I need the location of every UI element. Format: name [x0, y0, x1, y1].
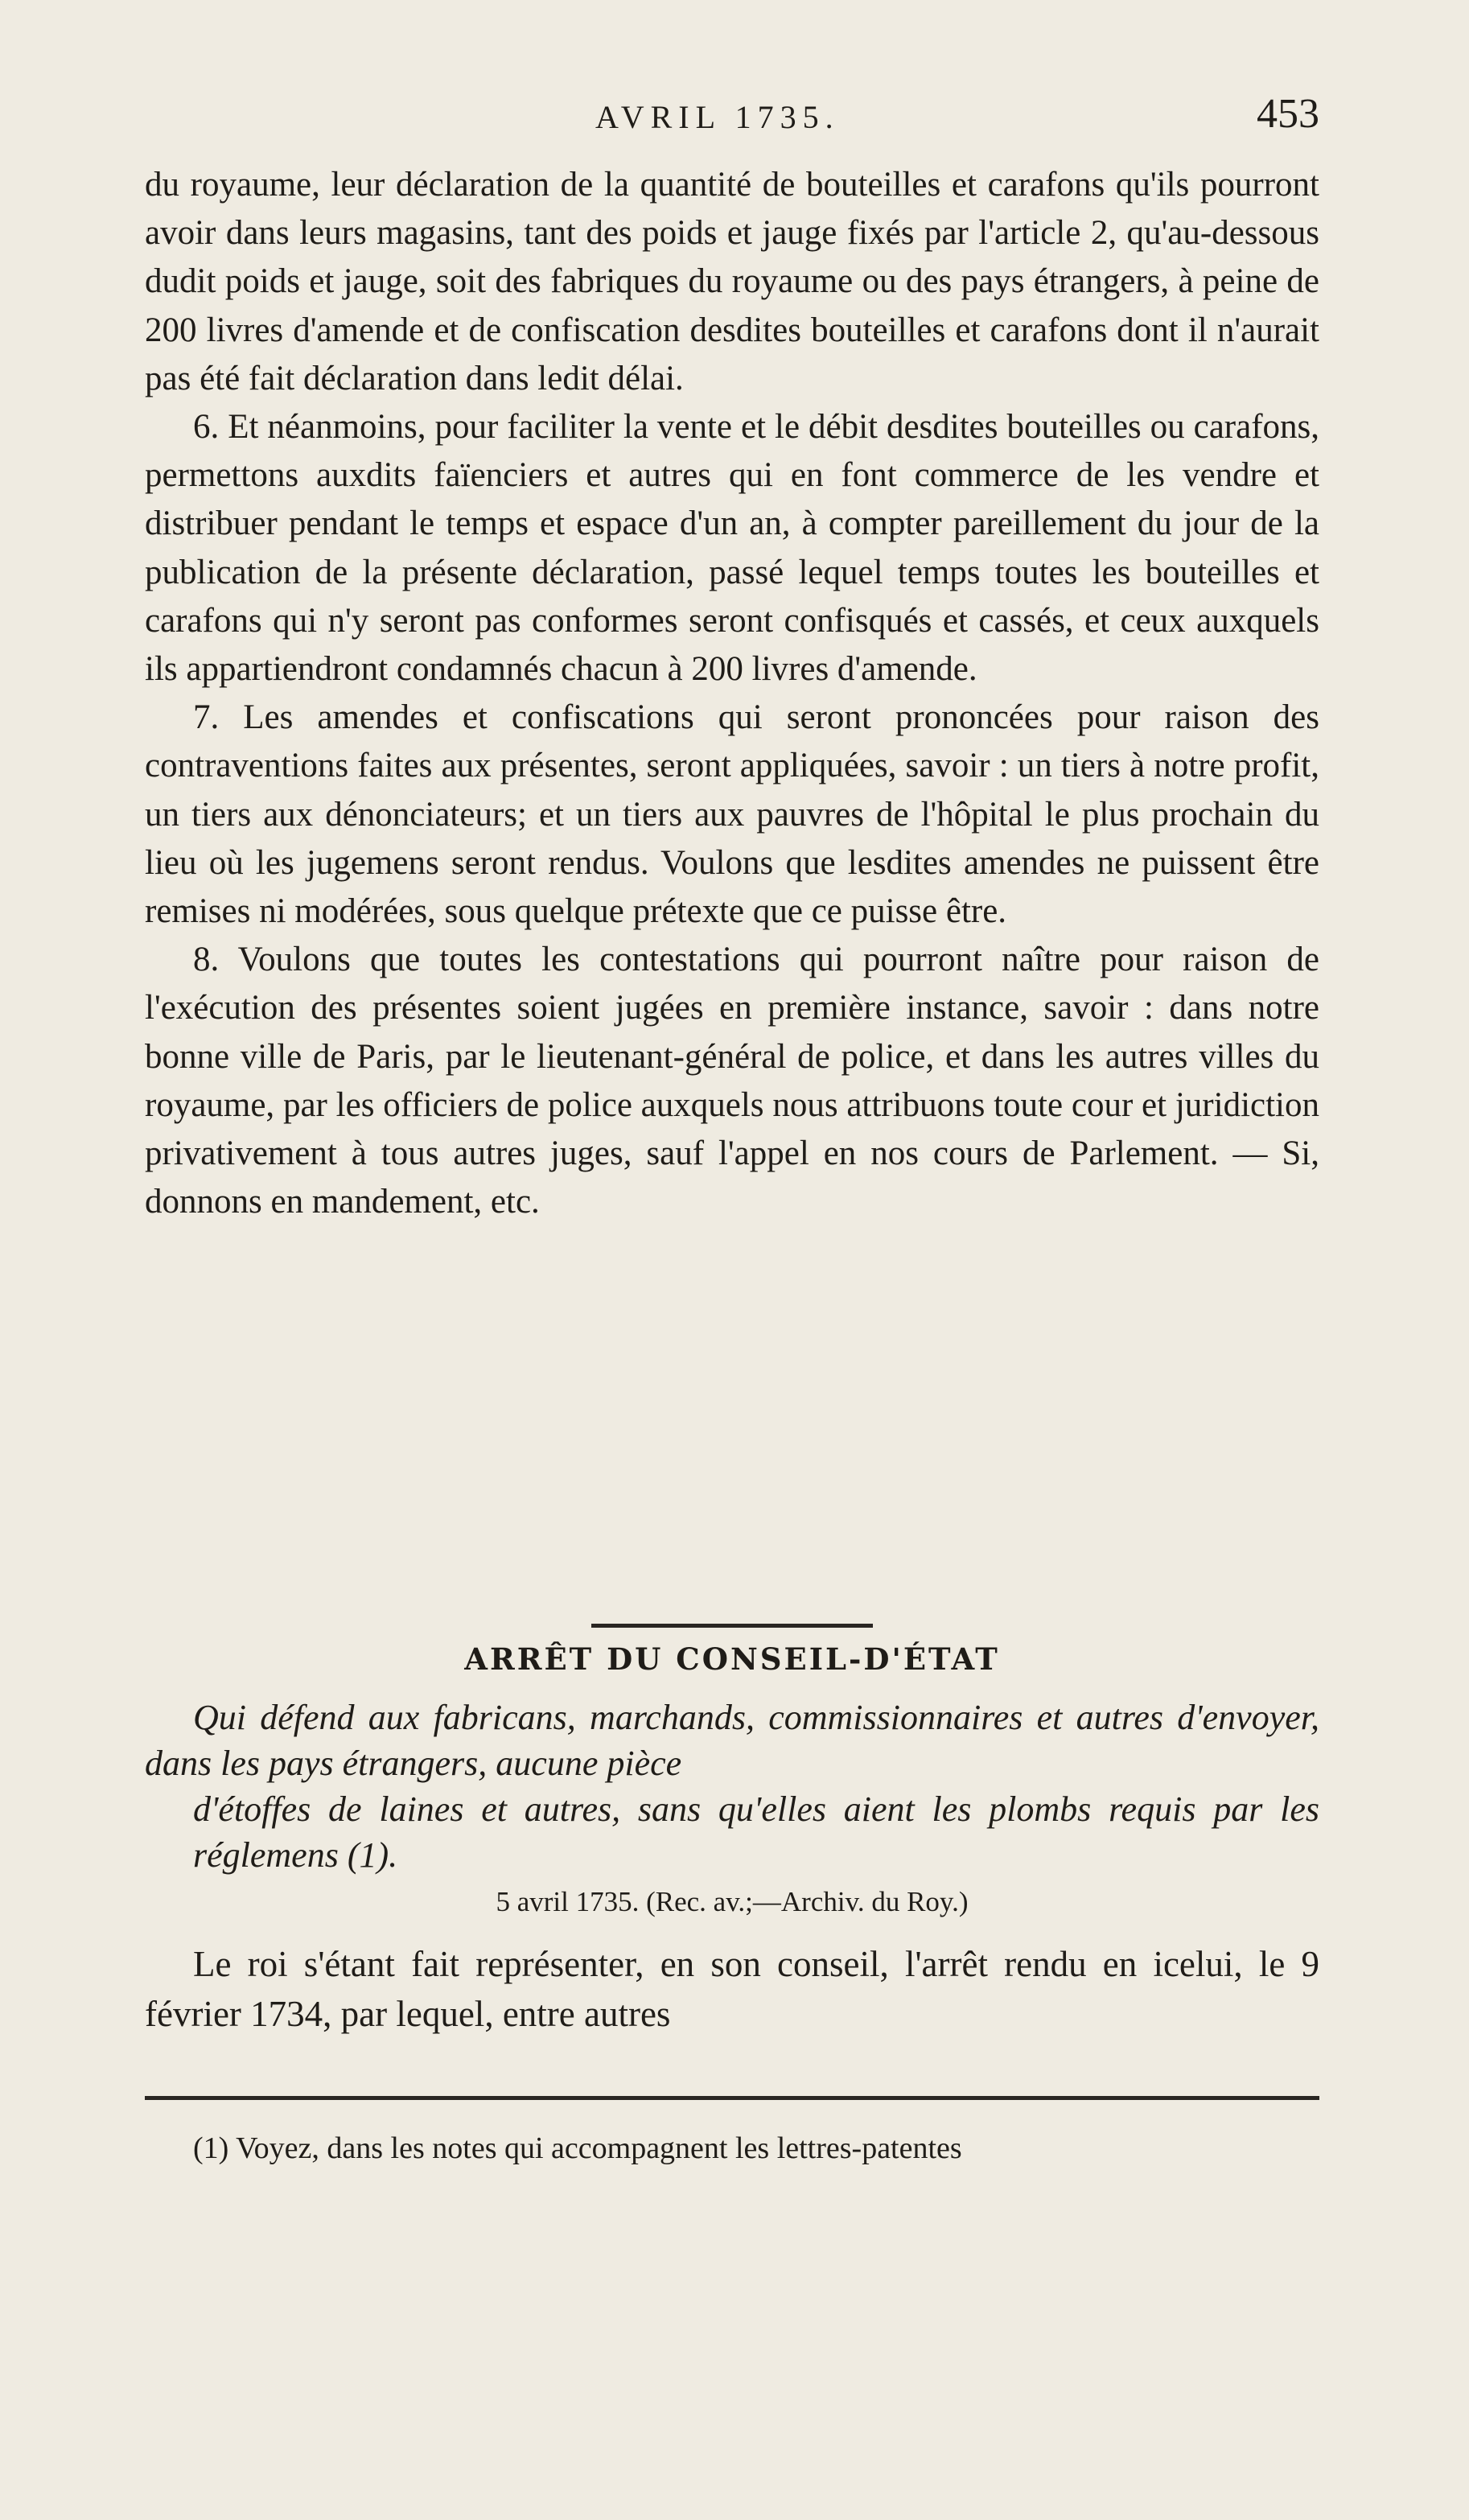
decree-subtitle-line-1: Qui défend aux fabricans, marchands, commissionnaires et autres d'envoyer, dans les pays étrangers, aucune pièce — [145, 1698, 1319, 1783]
article-8: 8. Voulons que toutes les contestations qui pourront naître pour raison de l'exécution des présentes soient jugées en première instance, savoir : dans notre bonne ville de Paris, par le lieutenant-général de police, et dans les autres villes du royaume, par les officiers de police auxquels nous attribuons toute cour et juridiction privativement à tous autres juges, sauf l'appel en nos cours de Parlement. — Si, donnons en mandement, etc. — [145, 941, 1319, 1221]
running-head — [145, 90, 1319, 146]
decree-source: 5 avril 1735. (Rec. av.;—Archiv. du Roy.) — [496, 1886, 969, 1917]
decree-title: ARRÊT DU CONSEIL-D'ÉTAT — [464, 1641, 1000, 1677]
article-7: 7. Les amendes et confiscations qui seront prononcées pour raison des contraventions faites aux présentes, seront appliquées, savoir : un tiers à notre profit, un tiers aux dénonciateurs; et un tiers aux pauvres de l'hôpital le plus prochain du lieu où les jugemens seront rendus. Voulons que lesdites amendes ne puissent être remises ni modérées, sous quelque prétexte que ce puisse être. — [145, 698, 1319, 931]
section-divider — [591, 1624, 873, 1628]
decree-subtitle — [145, 1694, 1319, 1878]
footnote: (1) Voyez, dans les notes qui accompagnent les lettres-patentes — [193, 2131, 962, 2165]
footnote-rule — [145, 2096, 1319, 2100]
page-number: 453 — [1257, 91, 1319, 137]
paragraph-continuation: du royaume, leur déclaration de la quantité de bouteilles et carafons qu'ils pourront avoir dans leurs magasins, tant des poids et jauge fixés par l'article 2, qu'au-dessous dudit poids et jauge, soit des fabriques du royaume ou des pays étrangers, à peine de 200 livres d'amende et de confiscation desdites bouteilles et carafons dont il n'aurait pas été fait déclaration dans ledit délai. — [145, 166, 1319, 397]
main-text — [145, 161, 1319, 1226]
article-6: 6. Et néanmoins, pour faciliter la vente et le débit desdites bouteilles ou carafons, permettons auxdits faïenciers et autres qui en font commerce de les vendre et distribuer pendant le temps et espace d'un an, à compter pareillement du jour de la publication de la présente déclaration, passé lequel temps toutes les bouteilles et carafons qui n'y seront pas conformes seront confisqués et cassés, et ceux auxquels ils appartiendront condamnés chacun à 200 livres d'amende. — [145, 408, 1319, 689]
running-title: AVRIL 1735. — [595, 99, 840, 135]
decree-body: Le roi s'étant fait représenter, en son conseil, l'arrêt rendu en icelui, le 9 février 1734, par lequel, entre autres — [145, 1944, 1319, 2034]
decree-subtitle-line-2: d'étoffes de laines et autres, sans qu'elles aient les plombs requis par les réglemens (1). — [193, 1789, 1319, 1875]
